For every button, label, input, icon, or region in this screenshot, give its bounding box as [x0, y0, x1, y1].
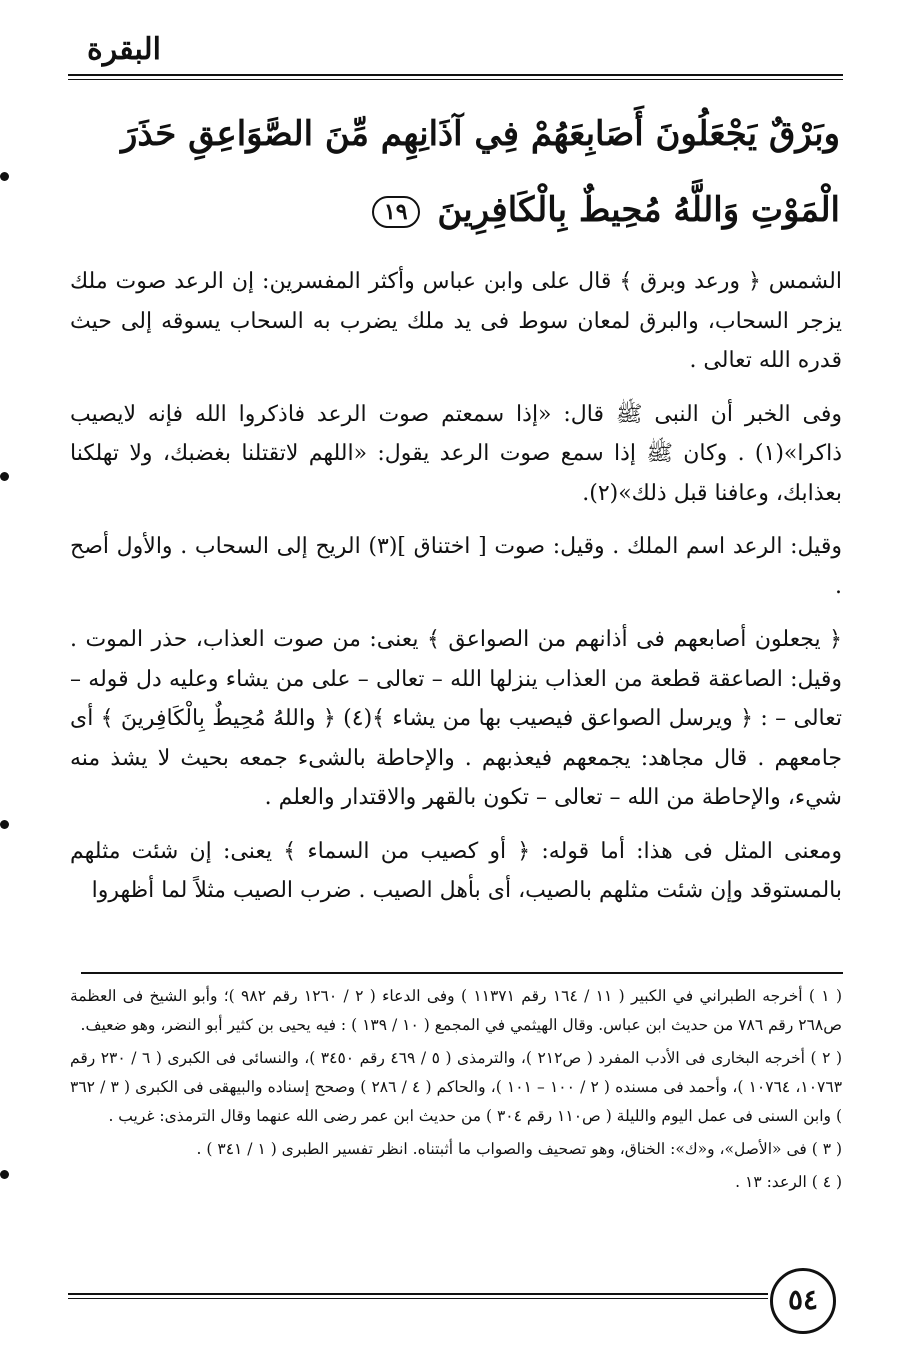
page-number: ٥٤ [787, 1283, 819, 1316]
footer-divider-thin [68, 1298, 768, 1299]
paragraph: الشمس ﴿ ورعد وبرق ﴾ قال على وابن عباس وأكثر المفسرين: إن الرعد صوت ملك يزجر السحاب، والبرق لمعان سوط فى يد ملك يضرب به السحاب يسوقه إلى حيث قدره الله تعالى . [70, 269, 842, 373]
header-divider-thin [68, 79, 843, 80]
footnote: ( ٤ ) الرعد: ١٣ . [735, 1173, 842, 1191]
paragraph: وقيل: الرعد اسم الملك . وقيل: صوت [ اختناق ](٣) الريح إلى السحاب . والأول أصح . [70, 534, 842, 599]
footer-divider [68, 1293, 768, 1295]
header-divider [68, 74, 843, 76]
footnote: ( ٢ ) أخرجه البخارى فى الأدب المفرد ( ص٢١٢ )، والترمذى ( ٥ / ٤٦٩ رقم ٣٤٥٠ )، والنسائى فى الكبرى ( ٦ / ٢٣٠ رقم ١٠٧٦٣، ١٠٧٦٤ )، وأحمد فى مسنده ( ٢ / ١٠٠ – ١٠١ )، والحاكم ( ٤ / ٢٨٦ ) وصحح إسناده والبيهقى فى الكبرى ( ٣ / ٣٦٢ ) وابن السنى فى عمل اليوم والليلة ( ص١١٠ رقم ٣٠٤ ) من حديث ابن عمر رضى الله عنهما وقال الترمذى: غريب . [70, 1049, 843, 1125]
edge-mark [0, 172, 9, 181]
verse-text: وبَرْقٌ يَجْعَلُونَ أَصَابِعَهُمْ فِي آذَانِهِم مِّنَ الصَّوَاعِقِ حَذَرَ الْمَوْتِ وَاللَّهُ مُحِيطٌ بِالْكَافِرِينَ [120, 114, 840, 230]
verse-number: ١٩ [383, 199, 408, 225]
paragraph: وفى الخبر أن النبى ﷺ قال: «إذا سمعتم صوت الرعد فاذكروا الله فإنه لايصيب ذاكرا»(١) . وكان ﷺ إذا سمع صوت الرعد يقول: «اللهم لاتقتلنا بغضبك، ولا تهلكنا بعذابك، وعافنا قبل ذلك»(٢). [70, 401, 842, 506]
footnote: ( ٣ ) فى «الأصل»، و«ك»: الخناق، وهو تصحيف والصواب ما أثبتناه. انظر تفسير الطبرى ( ١ / ٣٤١ ) . [196, 1140, 842, 1158]
commentary-text [70, 262, 842, 925]
footnote-divider [81, 972, 843, 974]
paragraph: ومعنى المثل فى هذا: أما قوله: ﴿ أو كصيب من السماء ﴾ يعنى: إن شئت مثلهم بالمستوقد وإن شئت مثلهم بالصيب، أى بأهل الصيب . ضرب الصيب مثلاً لما أظهروا [70, 838, 842, 903]
surah-header-title: البقرة [87, 32, 161, 67]
quran-verse [70, 96, 840, 248]
edge-mark [0, 472, 9, 481]
edge-mark [0, 1170, 9, 1179]
verse-number-ornament [372, 196, 420, 228]
paragraph: ﴿ يجعلون أصابعهم فى أذانهم من الصواعق ﴾ يعنى: من صوت العذاب، حذر الموت . وقيل: الصاعقة قطعة من العذاب ينزلها الله – تعالى – على من يشاء وعليه دل قوله – تعالى – : ﴿ ويرسل الصواعق فيصيب بها من يشاء ﴾(٤) ﴿ واللهُ مُحِيطٌ بِالْكَافِرينَ ﴾ أى جامعهم . قال مجاهد: يجمعهم فيعذبهم . والإحاطة بالشىء جمعه بحيث لا يشذ منه شيء، والإحاطة من الله – تعالى – تكون بالقهر والاقتدار والعلم . [70, 627, 842, 810]
footnotes [70, 982, 842, 1201]
footnote: ( ١ ) أخرجه الطبراني في الكبير ( ١١ / ١٦٤ رقم ١١٣٧١ ) وفى الدعاء ( ٢ / ١٢٦٠ رقم ٩٨٢ )؛ وأبو الشيخ فى العظمة ص٢٦٨ رقم ٧٨٦ من حديث ابن عباس. وقال الهيثمي في المجمع ( ١٠ / ١٣٩ ) : فيه يحيى بن كثير أبو النضر، وهو ضعيف. [70, 987, 842, 1034]
page-number-badge [770, 1268, 836, 1334]
edge-mark [0, 820, 9, 829]
